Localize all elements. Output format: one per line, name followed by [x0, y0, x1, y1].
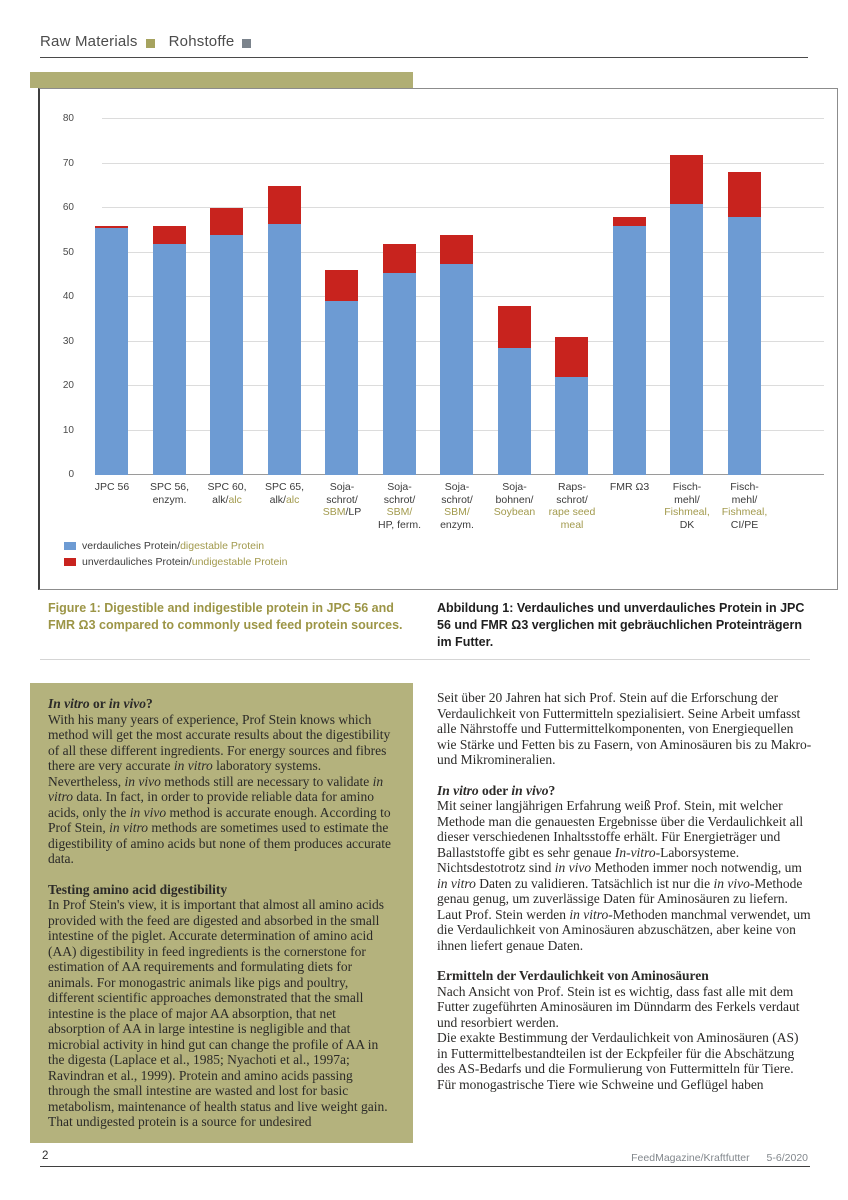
stacked-bar [728, 172, 761, 475]
y-axis-tick-label: 60 [62, 202, 74, 213]
bar-segment-digestible [153, 244, 186, 475]
bar-segment-digestible [325, 301, 358, 475]
article-paragraph: Die exakte Bestimmung der Verdaulichkeit von Aminosäuren (AS) in Futtermittelbestandteilen ist der Eckpfeiler für die Abschätzung des AS-Bedarfs und die Formulierung von Futtermitteln für Tiere. [437, 1030, 799, 1076]
x-axis-category-label [83, 481, 141, 494]
article-heading: Testing amino acid digestibility [48, 881, 228, 897]
category-label-segment: Soja- [502, 481, 527, 493]
chart-legend [64, 540, 287, 572]
chart-bars [83, 119, 773, 475]
y-axis-tick-label: 50 [62, 246, 74, 258]
x-axis-category-label [486, 481, 544, 519]
article-paragraph: Mit seiner langjährigen Erfahrung weiß Prof. Stein, mit welcher Methode man die genauesten Ergebnisse über die Verdaulichkeit all dieser verschiedenen Inhaltsstoffe erhält. Für Energieträger und Ballaststoffe gibt es sehr genaue In-vitro-Laborsysteme. Nichtsdestotrotz sind in vivo Methoden immer noch notwendig, um in vitro Daten zu validieren. Tatsächlich ist nur die in vivo-Methode genau genug, um zuverlässige Daten für Aminosäuren zu liefern. Laut Prof. Stein werden in vitro-Methoden manchmal verwendet, um die Verdaulichkeit von Aminosäuren abzuschätzen, aber keine von ihnen liefert genaue Daten. [437, 798, 811, 953]
category-label-segment: mehl/ [731, 493, 758, 506]
bar-segment-digestible [555, 377, 588, 475]
bar-segment-digestible [498, 348, 531, 475]
legend-label-segment: unverdauliches Protein/ [82, 556, 192, 568]
category-label-segment: JPC 56 [94, 481, 130, 493]
category-label-segment: SPC 60, [207, 481, 247, 493]
footer-magazine-info [631, 1152, 808, 1164]
stacked-bar [670, 155, 703, 475]
bar-segment-indigestible [153, 226, 186, 244]
x-axis-category-label [601, 481, 659, 494]
olive-square-icon [146, 39, 155, 48]
stacked-bar [440, 235, 473, 475]
protein-bar-chart [38, 88, 838, 590]
stacked-bar [383, 244, 416, 475]
section-header [40, 33, 808, 50]
article-paragraph: Nach Ansicht von Prof. Stein ist es wichtig, dass fast alle mit dem Futter zugeführten Aminosäuren im Dünndarm des Ferkels verdaut und resorbiert werden. [437, 983, 800, 1030]
legend-label-segment: undigestable Protein [191, 556, 288, 568]
article-paragraph: With his many years of experience, Prof Stein knows which method will get the most accurate results about the digestibility of all these different ingredients. For energy sources and fibres there are very accurate in vitro laboratory systems. Nevertheless, in vivo methods still are necessary to validate in vitro data. In fact, in order to provide reliable data for amino acids, only the in vivo method is accurate enough. According to Prof Stein, in vitro methods are sometimes used to estimate the digestibility of amino acids but none of them produces accurate data. [48, 711, 392, 866]
bar-segment-digestible [670, 204, 703, 475]
category-label-segment: Fishmeal, [664, 506, 710, 518]
category-label-segment: Raps- [557, 481, 586, 493]
page-number: 2 [42, 1150, 49, 1162]
y-axis-tick-label: 30 [62, 335, 74, 347]
bar-segment-digestible [440, 264, 473, 475]
category-label-segment: Soja- [329, 481, 355, 493]
bar-segment-digestible [728, 217, 761, 475]
article-paragraph: In Prof Stein's view, it is important that almost all amino acids provided with the feed are digested and absorbed in the small intestine of the piglet. Accurate determination of amino acid (AA) digestibility in feed ingredients is the cornerstone for estimation of AA requirements and formulating diets for animals. For monogastric animals like pigs and poultry, different scientific approaches demonstrated that the small intestine is the place of major AA absorption, that net absorption of AA in large intestine is negligible and that microbial activity in hind gut can change the profile of AA in the digesta (Laplace et al., 1985; Nyachoti et al., 1997a; Ravindran et al., 1999). Protein and amino acids passing through the small intestine are wasted and lost for basic metabolism, maintenance of health status and live weight gain. That undigested protein is a source for undesired [48, 897, 388, 1129]
legend-label-segment: verdauliches Protein/ [82, 540, 181, 552]
y-axis-tick-label: 80 [62, 113, 74, 124]
x-axis-category-label [256, 481, 314, 506]
category-label-segment: CI/PE [730, 518, 759, 531]
x-axis-category-label [428, 481, 486, 531]
y-axis-tick-label: 40 [62, 291, 74, 302]
stacked-bar [210, 208, 243, 475]
x-axis [83, 481, 773, 547]
bar-segment-digestible [95, 228, 128, 475]
category-label-segment: SBM/ [444, 506, 470, 518]
y-axis-tick-label: 0 [68, 469, 74, 480]
y-axis [44, 113, 74, 480]
x-axis-category-label [198, 481, 256, 506]
bar-segment-indigestible [498, 306, 531, 348]
category-label-segment: meal [560, 518, 584, 531]
stacked-bar [95, 226, 128, 475]
article-paragraph: Seit über 20 Jahren hat sich Prof. Stein auf die Erforschung der Verdaulichkeit von Futtermitteln spezialisiert. Seine Arbeit umfasst alle Nährstoffe und Futtermittelkomponenten, von Energiequellen wie Stärke und Fetten bis zu Fasern, von Aminosäuren bis zu Makro- und Mikromineralien. [437, 690, 812, 767]
category-label-segment: alk/ [212, 493, 229, 506]
category-label-segment: alc [228, 493, 242, 506]
category-label-segment: enzym. [152, 493, 187, 506]
bar-segment-indigestible [613, 217, 646, 226]
category-label-segment: mehl/ [674, 493, 700, 506]
category-label-segment: /LP [345, 506, 362, 518]
category-label-segment: SBM/ [386, 506, 413, 518]
bar-segment-indigestible [210, 208, 243, 235]
bar-segment-indigestible [383, 244, 416, 273]
category-label-segment: schrot/ [556, 493, 588, 506]
bar-segment-indigestible [670, 155, 703, 204]
section-title-en: Raw Materials [40, 33, 138, 50]
article-heading: Ermitteln der Verdaulichkeit von Aminosäuren [437, 968, 709, 983]
section-title-de: Rohstoffe [168, 33, 235, 50]
legend-label-segment: digestable Protein [180, 540, 265, 552]
x-axis-category-label [313, 481, 371, 519]
stacked-bar [153, 226, 186, 475]
category-label-segment: Fisch- [730, 481, 759, 493]
gray-square-icon [242, 39, 251, 48]
legend-item [64, 556, 287, 568]
stacked-bar [555, 337, 588, 475]
category-label-segment: alc [285, 493, 300, 506]
category-label-segment: SPC 56, [149, 481, 190, 493]
article-heading: In vitro or in vivo? [48, 696, 153, 711]
header-rule [40, 57, 808, 58]
stacked-bar [325, 270, 358, 475]
figure-caption-de: Abbildung 1: Verdauliches und unverdauliches Protein in JPC 56 und FMR Ω3 verglichen mit gebräuchlichen Proteinträgern im Futter. [437, 601, 805, 649]
stacked-bar [613, 217, 646, 475]
issue-number: 5-6/2020 [766, 1152, 808, 1164]
bar-segment-digestible [210, 235, 243, 475]
stacked-bar [498, 306, 531, 475]
bar-segment-indigestible [728, 172, 761, 217]
x-axis-category-label [658, 481, 716, 531]
bar-segment-digestible [613, 226, 646, 475]
y-axis-tick-label: 20 [62, 380, 74, 391]
category-label-segment: SPC 65, [264, 481, 305, 493]
y-axis-tick-label: 10 [62, 424, 74, 436]
bar-segment-indigestible [555, 337, 588, 377]
category-label-segment: Soybean [493, 506, 536, 518]
category-label-segment: rape seed [548, 506, 596, 518]
legend-swatch-icon [64, 542, 76, 550]
caption-divider [40, 659, 810, 660]
magazine-name: FeedMagazine/Kraftfutter [631, 1152, 750, 1164]
category-label-segment: alk/ [269, 493, 286, 506]
footer-rule [40, 1166, 810, 1167]
category-label-segment: HP, ferm. [378, 518, 421, 531]
olive-accent-bar [30, 72, 413, 88]
x-axis-category-label [141, 481, 199, 506]
bar-segment-indigestible [440, 235, 473, 264]
bar-segment-digestible [383, 273, 416, 475]
bar-segment-indigestible [268, 186, 301, 224]
article-paragraph: Für monogastrische Tiere wie Schweine und Geflügel haben [437, 1076, 764, 1092]
category-label-segment: DK [679, 518, 695, 531]
y-axis-tick-label: 70 [62, 157, 74, 169]
category-label-segment: Fishmeal, [721, 506, 768, 518]
category-label-segment: FMR Ω3 [609, 481, 650, 493]
figure-caption-en: Figure 1: Digestible and indigestible protein in JPC 56 and FMR Ω3 compared to commonly used feed protein sources. [48, 601, 403, 632]
category-label-segment: Soja- [387, 481, 412, 493]
category-label-segment: schrot/ [383, 493, 416, 506]
article-column-german [437, 690, 812, 1160]
category-label-segment: bohnen/ [495, 493, 534, 506]
x-axis-category-label [371, 481, 429, 531]
article-heading: In vitro oder in vivo? [437, 782, 556, 798]
stacked-bar [268, 186, 301, 475]
bar-segment-digestible [268, 224, 301, 475]
article-column-english [30, 683, 413, 1143]
legend-swatch-icon [64, 558, 76, 566]
category-label-segment: Soja- [444, 481, 470, 493]
x-axis-category-label [543, 481, 601, 531]
x-axis-category-label [716, 481, 774, 531]
category-label-segment: SBM [322, 506, 346, 518]
category-label-segment: Fisch- [672, 481, 702, 493]
bar-segment-indigestible [325, 270, 358, 301]
category-label-segment: schrot/ [326, 493, 358, 506]
legend-item [64, 540, 287, 552]
category-label-segment: enzym. [440, 518, 474, 531]
category-label-segment: schrot/ [441, 493, 473, 506]
